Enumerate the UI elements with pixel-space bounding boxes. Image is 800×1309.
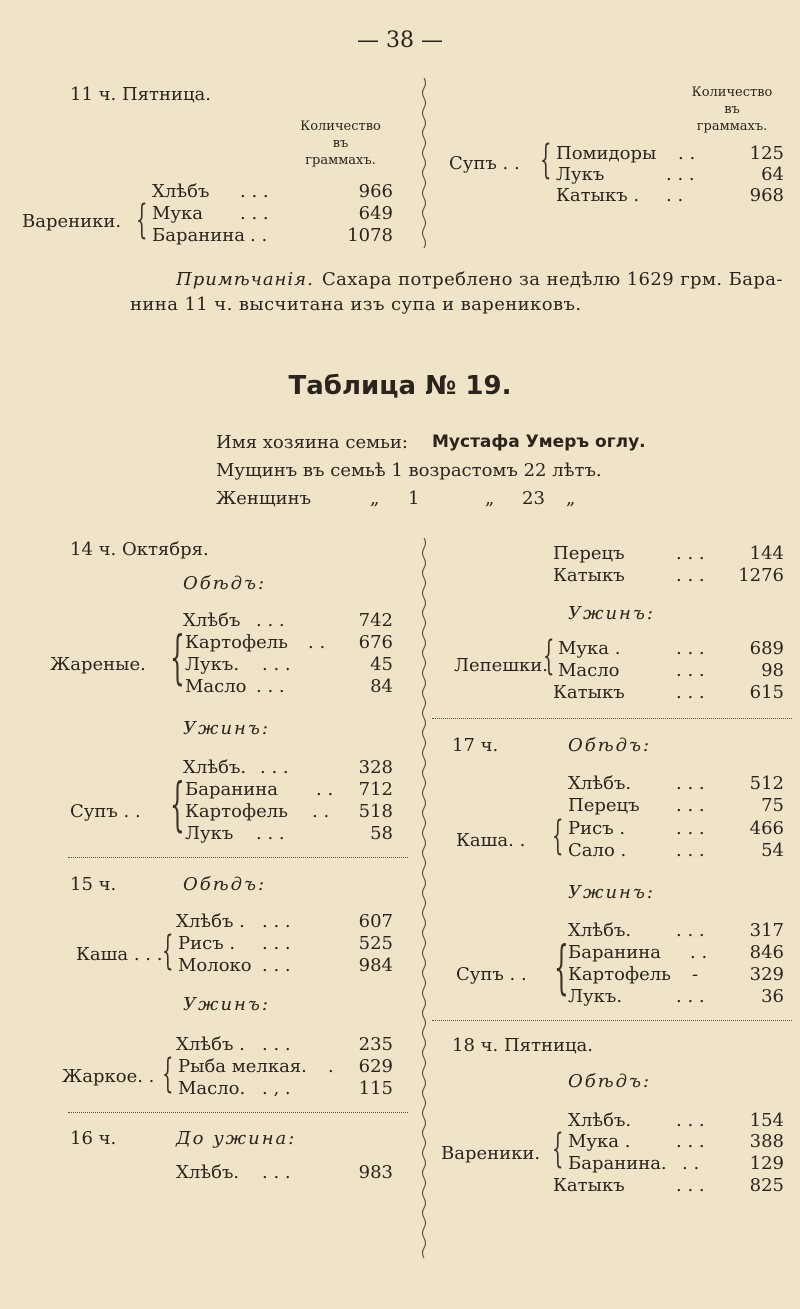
item-name: Лукъ: [185, 823, 234, 844]
leader-dots: . . .: [676, 986, 705, 1007]
leader-dots: . . .: [676, 818, 705, 839]
item-name: Масло: [558, 660, 620, 681]
leader-dots: . . .: [262, 1034, 291, 1055]
meal-heading: Обѣдъ:: [183, 573, 267, 594]
item-value: 235: [358, 1034, 393, 1055]
item-value: 125: [749, 143, 784, 164]
leader-dots: . . .: [676, 638, 705, 659]
section-divider: [68, 1112, 408, 1113]
leader-dots: . . .: [676, 543, 705, 564]
dish-label: Жаркое. .: [62, 1066, 155, 1087]
leader-dots: . .: [308, 632, 326, 653]
men-line: Мущинъ въ семьѣ 1 возрастомъ 22 лѣтъ.: [216, 460, 602, 481]
item-value: 676: [358, 632, 393, 653]
brace: {: [170, 623, 185, 691]
leader-dots: . . .: [676, 1131, 705, 1152]
ditto-mark: „: [566, 488, 576, 509]
qty-header-line1: Количество: [300, 119, 381, 134]
meal-heading: Ужинъ:: [183, 718, 270, 739]
date-heading: 17 ч.: [452, 735, 499, 756]
item-value: 512: [749, 773, 784, 794]
qty-header-line3: граммахъ.: [696, 119, 768, 134]
dish-label: Вареники.: [441, 1143, 541, 1164]
leader-dots: . . .: [676, 840, 705, 861]
note-text-line1: Сахара потреблено за недѣлю 1629 грм. Бара-: [322, 269, 783, 290]
item-name: Мука: [152, 203, 204, 224]
meal-heading: Ужинъ:: [568, 882, 655, 903]
leader-dots: . . .: [676, 1110, 705, 1131]
item-name: Картофель: [185, 801, 288, 822]
item-value: 154: [749, 1110, 784, 1131]
note-text-line2: нина 11 ч. высчитана изъ супа и варениковъ.: [130, 294, 582, 315]
section-divider: [432, 1020, 792, 1021]
item-value: 983: [358, 1162, 393, 1183]
table-title: Таблица № 19.: [288, 371, 512, 401]
item-name: Картофель: [568, 964, 671, 985]
dish-label: Вареники.: [22, 211, 122, 232]
leader-dots: . . .: [240, 181, 269, 202]
leader-dots: . . .: [676, 565, 705, 586]
leader-dots: . . .: [262, 933, 291, 954]
item-value: 466: [749, 818, 784, 839]
item-name: Катыкъ: [553, 682, 625, 703]
leader-dots: . .: [312, 801, 330, 822]
item-value: 388: [749, 1131, 784, 1152]
owner-prefix: Имя хозяина семьи:: [216, 432, 408, 453]
leader-dots: . .: [316, 779, 334, 800]
item-name: Рисъ .: [178, 933, 236, 954]
date-heading: 16 ч.: [70, 1128, 117, 1149]
item-value: 607: [358, 911, 393, 932]
brace: {: [543, 633, 555, 679]
leader-dots: . . .: [260, 757, 289, 778]
item-name: Картофель: [185, 632, 288, 653]
item-value: 846: [749, 942, 784, 963]
dish-label: Супъ . .: [70, 801, 141, 822]
leader-dots: . . .: [262, 955, 291, 976]
item-name: Масло: [185, 676, 247, 697]
item-name: Хлѣбъ: [183, 610, 241, 631]
item-name: Хлѣбъ.: [568, 773, 632, 794]
item-name: Баранина.: [568, 1153, 667, 1174]
item-name: Сало .: [568, 840, 627, 861]
item-value: 1276: [738, 565, 784, 586]
leader-dots: . , .: [262, 1078, 291, 1099]
item-value: 45: [370, 654, 393, 675]
item-name: Баранина: [152, 225, 245, 246]
leader-dots: . . .: [676, 660, 705, 681]
meal-heading: Обѣдъ:: [568, 1071, 652, 1092]
item-value: 129: [749, 1153, 784, 1174]
women-age: 23: [522, 488, 545, 509]
brace: {: [552, 1126, 564, 1172]
item-value: 689: [749, 638, 784, 659]
brace: {: [162, 928, 174, 974]
dish-label: Супъ . .: [449, 153, 520, 174]
qty-header-line1: Количество: [691, 85, 773, 100]
item-value: 64: [761, 164, 784, 185]
item-name: Хлѣбъ: [152, 181, 210, 202]
section-divider: [68, 857, 408, 858]
brace: {: [554, 933, 569, 1001]
leader-dots: . .: [666, 185, 684, 206]
leader-dots: . .: [690, 942, 708, 963]
brace: {: [552, 813, 564, 859]
item-value: 58: [370, 823, 393, 844]
item-value: 968: [749, 185, 784, 206]
note-label: Примѣчанія.: [176, 269, 314, 290]
leader-dots: .: [328, 1056, 334, 1077]
date-heading: 14 ч. Октября.: [70, 539, 209, 560]
item-name: Рыба мелкая.: [178, 1056, 307, 1077]
item-value: 984: [358, 955, 393, 976]
item-name: Баранина: [185, 779, 278, 800]
leader-dots: . . .: [676, 1175, 705, 1196]
dish-label: Лепешки.: [454, 655, 549, 676]
meal-heading: Обѣдъ:: [568, 735, 652, 756]
item-name: Хлѣбъ.: [176, 1162, 240, 1183]
dish-label: Жареные.: [50, 654, 146, 675]
item-name: Баранина: [568, 942, 661, 963]
date-heading: 18 ч. Пятница.: [452, 1035, 594, 1056]
leader-dots: . . .: [666, 164, 695, 185]
item-name: Хлѣбъ.: [183, 757, 247, 778]
item-name: Хлѣбъ.: [568, 1110, 632, 1131]
brace: {: [540, 137, 552, 183]
item-name: Мука .: [558, 638, 621, 659]
item-value: 742: [358, 610, 393, 631]
qty-header-line3: граммахъ.: [305, 153, 376, 168]
column-divider: [421, 78, 427, 248]
item-value: 98: [761, 660, 784, 681]
women-label: Женщинъ: [216, 488, 312, 509]
date-heading: 11 ч. Пятница.: [70, 84, 212, 105]
item-name: Молоко: [178, 955, 252, 976]
leader-dots: . . .: [262, 654, 291, 675]
item-value: 54: [761, 840, 784, 861]
item-value: 1078: [347, 225, 393, 246]
item-name: Перецъ: [568, 795, 640, 816]
brace: {: [162, 1051, 174, 1097]
dish-label: Каша. .: [456, 830, 526, 851]
brace: {: [170, 770, 185, 838]
owner-name: Мустафа Умеръ оглу.: [432, 432, 646, 452]
leader-dots: . . .: [676, 795, 705, 816]
item-value: 84: [370, 676, 393, 697]
item-name: Хлѣбъ .: [176, 1034, 245, 1055]
item-name: Рисъ .: [568, 818, 626, 839]
leader-dots: . .: [678, 143, 696, 164]
dish-label: Супъ . .: [456, 964, 527, 985]
item-value: 115: [358, 1078, 393, 1099]
section-divider: [432, 718, 792, 719]
item-name: Катыкъ: [553, 1175, 625, 1196]
item-name: Катыкъ .: [556, 185, 640, 206]
qty-header-line2: въ: [332, 136, 349, 151]
meal-heading: Ужинъ:: [568, 603, 655, 624]
item-name: Хлѣбъ.: [568, 920, 632, 941]
item-value: 328: [358, 757, 393, 778]
leader-dots: . . .: [262, 911, 291, 932]
item-name: Лукъ.: [568, 986, 623, 1007]
leader-dots: . . .: [256, 676, 285, 697]
item-name: Масло.: [178, 1078, 246, 1099]
item-name: Помидоры: [556, 143, 657, 164]
women-count: 1: [408, 488, 420, 509]
item-name: Хлѣбъ .: [176, 911, 245, 932]
leader-dots: . .: [250, 225, 268, 246]
leader-dots: . . .: [676, 920, 705, 941]
leader-dots: . . .: [240, 203, 269, 224]
item-name: Перецъ: [553, 543, 625, 564]
date-heading: 15 ч.: [70, 874, 117, 895]
leader-dots: -: [692, 964, 699, 985]
leader-dots: . . .: [262, 1162, 291, 1183]
meal-heading: Обѣдъ:: [183, 874, 267, 895]
item-value: 649: [358, 203, 393, 224]
leader-dots: . . .: [676, 773, 705, 794]
item-value: 329: [749, 964, 784, 985]
ditto-mark: „: [485, 488, 495, 509]
item-name: Лукъ.: [185, 654, 240, 675]
item-name: Катыкъ: [553, 565, 625, 586]
meal-heading: Ужинъ:: [183, 994, 270, 1015]
item-name: Мука .: [568, 1131, 631, 1152]
item-value: 525: [358, 933, 393, 954]
item-value: 712: [358, 779, 393, 800]
item-value: 615: [749, 682, 784, 703]
leader-dots: . . .: [676, 682, 705, 703]
item-value: 75: [761, 795, 784, 816]
item-value: 966: [358, 181, 393, 202]
page-number: — 38 —: [357, 28, 443, 53]
column-divider: [421, 538, 427, 1263]
item-value: 317: [749, 920, 784, 941]
item-value: 825: [749, 1175, 784, 1196]
item-name: Лукъ: [556, 164, 605, 185]
leader-dots: . .: [682, 1153, 700, 1174]
qty-header-line2: въ: [724, 102, 740, 117]
item-value: 36: [761, 986, 784, 1007]
ditto-mark: „: [370, 488, 380, 509]
meal-heading: До ужина:: [176, 1128, 297, 1149]
item-value: 518: [358, 801, 393, 822]
dish-label: Каша . . .: [76, 944, 163, 965]
leader-dots: . . .: [256, 610, 285, 631]
brace: {: [136, 197, 148, 243]
item-value: 144: [749, 543, 784, 564]
leader-dots: . . .: [256, 823, 285, 844]
item-value: 629: [358, 1056, 393, 1077]
